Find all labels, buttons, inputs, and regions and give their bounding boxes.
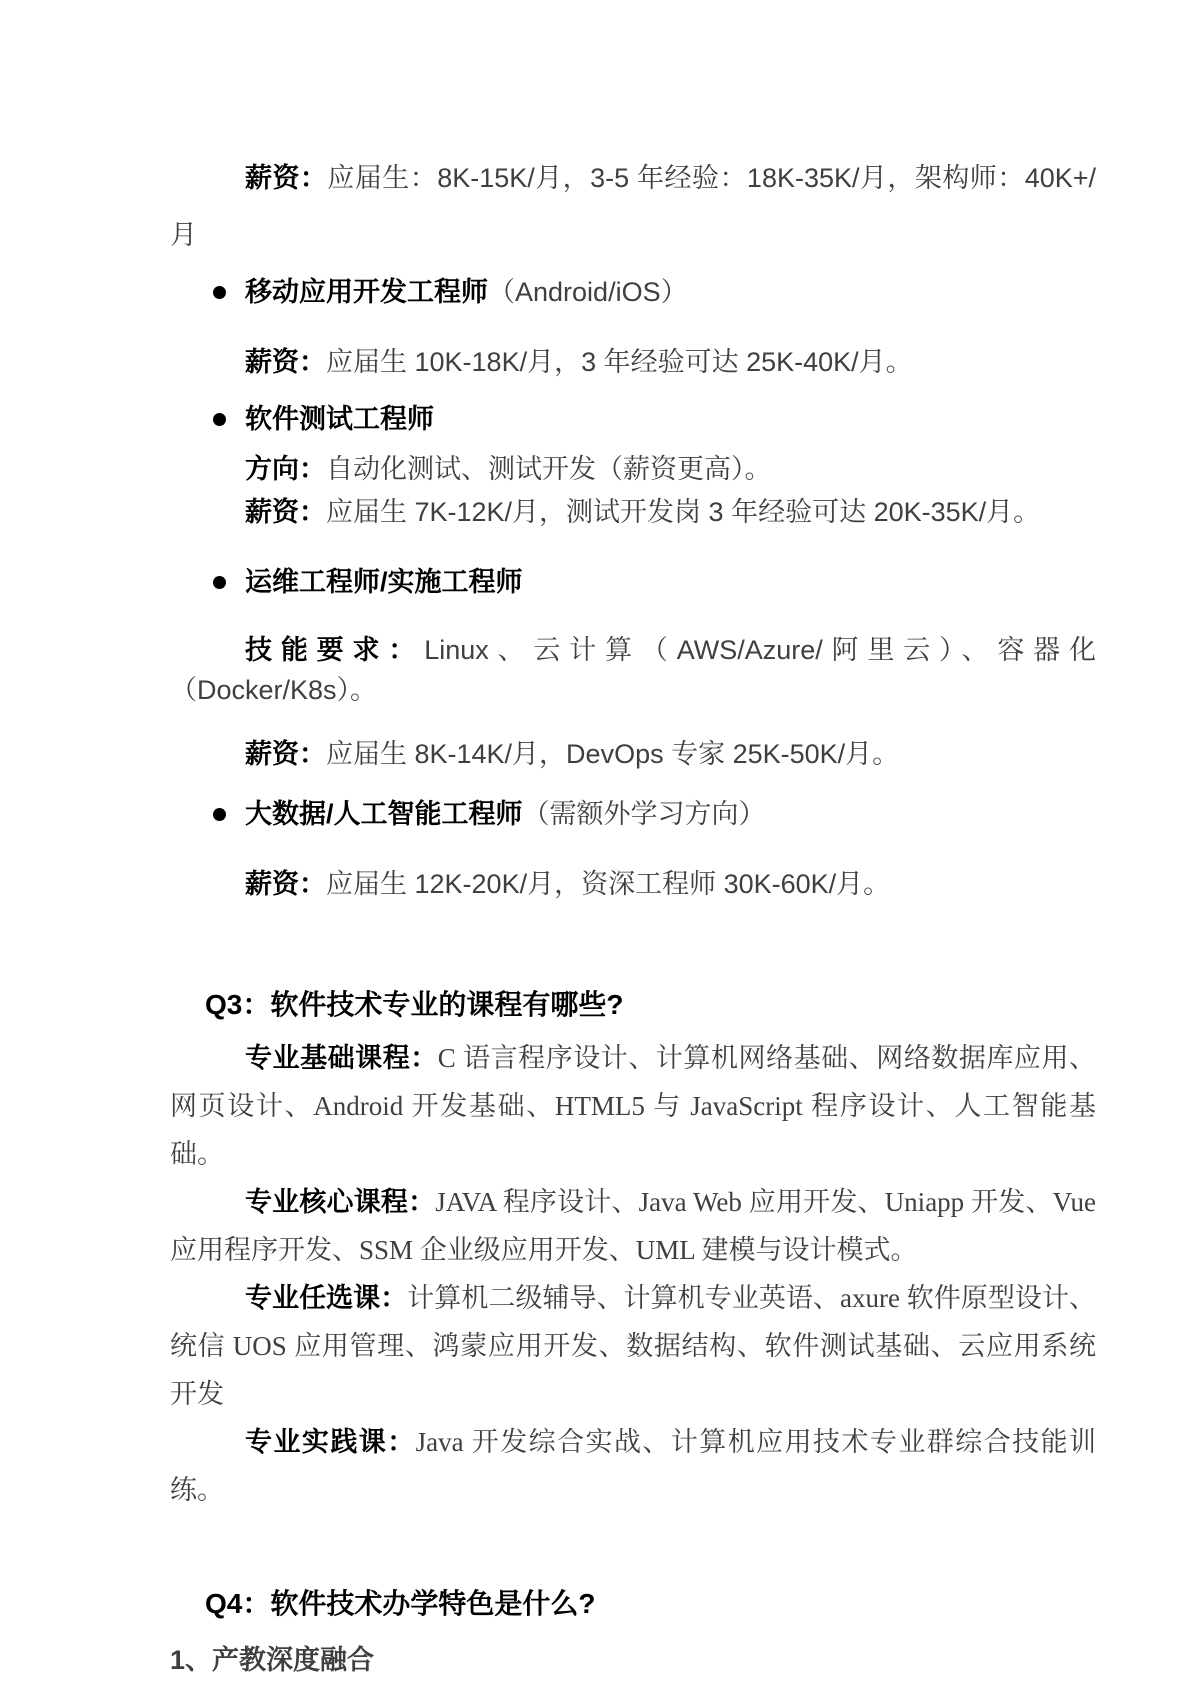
job-title-suffix: （需额外学习方向） <box>522 799 766 829</box>
job-title: 软件测试工程师 <box>245 404 434 434</box>
field-text: 自动化测试、测试开发（薪资更高）。 <box>326 454 772 484</box>
course-text: Java 开发综合实战、计算机应用技术专业群综合技能训练。 <box>170 1427 1097 1505</box>
field-label: 薪资： <box>245 497 326 527</box>
field-label: 方向： <box>245 454 326 484</box>
job-title: 运维工程师/实施工程师 <box>245 567 523 597</box>
course-paragraph-elective <box>170 1274 1096 1418</box>
course-list <box>170 1034 1096 1514</box>
salary-paragraph <box>170 864 1096 904</box>
course-paragraph-practice <box>170 1418 1096 1514</box>
job-list <box>170 150 1096 904</box>
q3-heading: Q3：软件技术专业的课程有哪些? <box>205 989 624 1020</box>
course-label: 专业任选课： <box>245 1283 408 1313</box>
field-label: 薪资： <box>245 869 326 899</box>
salary-paragraph <box>170 734 1096 774</box>
field-label: 技能要求： <box>245 635 425 665</box>
course-label: 专业核心课程： <box>245 1187 436 1217</box>
job-title-item <box>170 272 1096 312</box>
course-label: 专业实践课： <box>245 1427 416 1457</box>
field-text: Linux、云计算（AWS/Azure/阿里云）、容器化（Docker/K8s）。 <box>170 635 1096 705</box>
field-text: 应届生 7K-12K/月，测试开发岗 3 年经验可达 20K-35K/月。 <box>326 497 1041 527</box>
field-text: 应届生 8K-14K/月，DevOps 专家 25K-50K/月。 <box>326 739 900 769</box>
field-text: 应届生：8K-15K/月，3-5 年经验：18K-35K/月，架构师：40K+/月 <box>170 163 1097 250</box>
job-title: 大数据/人工智能工程师 <box>245 799 523 829</box>
field-text: 应届生 10K-18K/月，3 年经验可达 25K-40K/月。 <box>326 347 913 377</box>
job-title-item <box>170 562 1096 602</box>
course-text: 计算机二级辅导、计算机专业英语、axure 软件原型设计、统信 UOS 应用管理、鸿蒙应用开发、数据结构、软件测试基础、云应用系统开发 <box>170 1283 1096 1409</box>
bullet-icon <box>213 413 226 426</box>
job-title-suffix: （Android/iOS） <box>488 277 688 307</box>
skills-paragraph <box>170 630 1096 710</box>
salary-paragraph <box>170 150 1096 264</box>
salary-paragraph <box>170 492 1096 532</box>
direction-paragraph <box>170 449 1096 489</box>
bullet-icon <box>213 576 226 589</box>
course-label: 专业基础课程： <box>245 1043 438 1073</box>
field-label: 薪资： <box>245 347 326 377</box>
course-paragraph-basic <box>170 1034 1096 1178</box>
job-title-item <box>170 399 1096 439</box>
q4-heading: Q4：软件技术办学特色是什么? <box>205 1588 596 1619</box>
bullet-icon <box>213 286 226 299</box>
q4-feature-item-1: 1、产教深度融合 <box>170 1645 375 1675</box>
field-label: 薪资： <box>245 739 326 769</box>
field-text: 应届生 12K-20K/月，资深工程师 30K-60K/月。 <box>326 869 891 899</box>
job-title-item <box>170 794 1096 834</box>
job-title: 移动应用开发工程师 <box>245 277 488 307</box>
course-text: JAVA 程序设计、Java Web 应用开发、Uniapp 开发、Vue 应用程序开发、SSM 企业级应用开发、UML 建模与设计模式。 <box>170 1187 1096 1265</box>
bullet-icon <box>213 808 226 821</box>
field-label: 薪资： <box>245 163 328 193</box>
course-paragraph-core <box>170 1178 1096 1274</box>
salary-paragraph <box>170 342 1096 382</box>
course-text: C 语言程序设计、计算机网络基础、网络数据库应用、网页设计、Android 开发基础、HTML5 与 JavaScript 程序设计、人工智能基础。 <box>170 1043 1097 1169</box>
